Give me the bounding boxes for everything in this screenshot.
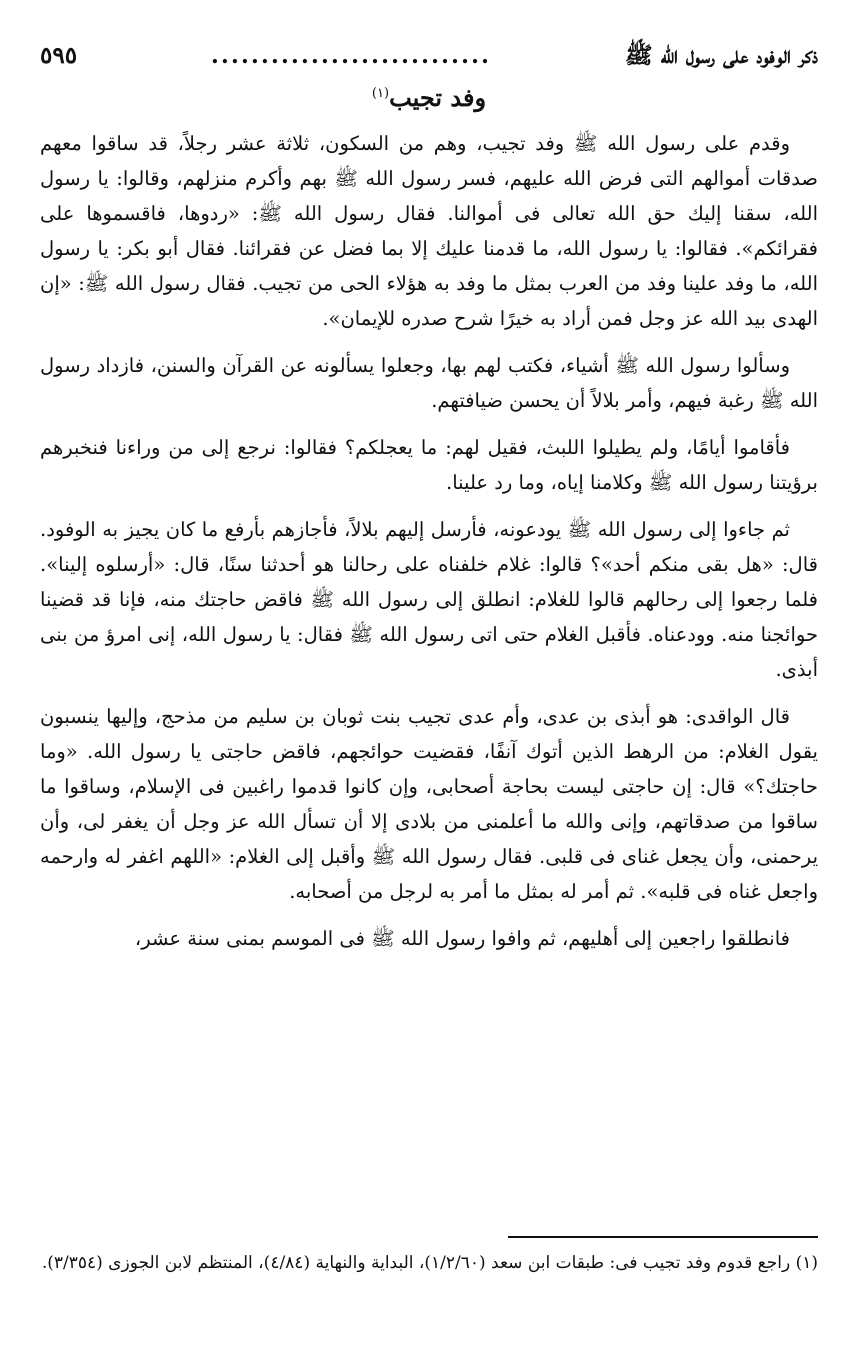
paragraph-1: وقدم على رسول الله ﷺ وفد تجيب، وهم من السكون، ثلاثة عشر رجلاً، قد ساقوا معهم صدقات أموالهم التى فرض الله عليهم، فسر رسول الله ﷺ بهم وأكرم منزلهم، وقالوا: يا رسول الله، سقنا إليك حق الله تعالى فى أموالنا. فقال رسول الله ﷺ: «ردوها، فاقسموها على فقرائكم». فقالوا: يا رسول الله، ما قدمنا عليك إلا بما فضل عن فقرائنا. فقال أبو بكر: يا رسول الله، ما وفد علينا وفد من العرب بمثل ما وفد به هؤلاء الحى من تجيب. فقال رسول الله ﷺ: «إن الهدى بيد الله عز وجل فمن أراد به خيرًا شرح صدره للإيمان». — [40, 132, 818, 330]
section-title-text: وفد تجيب — [389, 83, 487, 112]
page-number: ٥٩٥ — [40, 42, 78, 69]
footnote-reference: (١) — [371, 86, 390, 101]
paragraph-2: وسألوا رسول الله ﷺ أشياء، فكتب لهم بها، وجعلوا يسألونه عن القرآن والسنن، فازداد رسول الله ﷺ رغبة فيهم، وأمر بلالاً أن يحسن ضيافتهم. — [40, 354, 818, 412]
running-header — [40, 40, 818, 72]
footnote-divider — [508, 1236, 818, 1238]
paragraph-5: قال الواقدى: هو أبذى بن عدى، وأم عدى تجيب بنت ثوبان بن سليم من مذحج، وإليها ينسبون يقول الغلام: من الرهط الذين أتوك آنفًا، فقضيت حوائجهم، فاقض حاجتى يا رسول الله. «وما حاجتك؟» قال: إن حاجتى ليست بحاجة أصحابى، وإن كانوا قدموا راغبين فى الإسلام، وساقوا ما ساقوا من صدقاتهم، وإنى والله ما أعلمنى من بلادى إلا أن تسأل الله عز وجل أن يغفر لى، وأن يرحمنى، وأن يجعل غناى فى قلبى. فقال رسول الله ﷺ وأقبل إلى الغلام: «اللهم اغفر له وارحمه واجعل غناه فى قلبه». ثم أمر له بمثل ما أمر به لرجل من أصحابه. — [40, 705, 818, 903]
section-title — [40, 76, 818, 116]
footnotes-section — [40, 1236, 818, 1278]
footnote-1: (١) راجع قدوم وفد تجيب فى: طبقات ابن سعد (١/٢/٦٠)، البداية والنهاية (٤/٨٤)، المنتظم لابن الجوزى (٣/٣٥٤). — [41, 1253, 818, 1273]
running-title: ذكر الوفود على رسول الله ﷺ — [624, 42, 818, 69]
paragraph-4: ثم جاءوا إلى رسول الله ﷺ يودعونه، فأرسل إليهم بلالاً، فأجازهم بأرفع ما كان يجيز به الوفود. قال: «هل بقى منكم أحد»؟ قالوا: غلام خلفناه على رحالنا هو أحدثنا سنًا، قال: «أرسلوه إلينا». فلما رجعوا إلى رحالهم قالوا للغلام: انطلق إلى رسول الله ﷺ فاقض حاجتك منه، فإنا قد قضينا حوائجنا منه. وودعناه. فأقبل الغلام حتى اتى رسول الله ﷺ فقال: يا رسول الله، إنى امرؤ من بنى أبذى. — [40, 518, 818, 681]
leader-dots: ............................ — [210, 42, 492, 69]
paragraph-3: فأقاموا أيامًا، ولم يطيلوا اللبث، فقيل لهم: ما يعجلكم؟ فقالوا: نرجع إلى من وراءنا فنخبرهم برؤيتنا رسول الله ﷺ وكلامنا إياه، وما رد علينا. — [40, 436, 818, 494]
paragraph-6: فانطلقوا راجعين إلى أهليهم، ثم وافوا رسول الله ﷺ فى الموسم بمنى سنة عشر، — [134, 927, 790, 950]
